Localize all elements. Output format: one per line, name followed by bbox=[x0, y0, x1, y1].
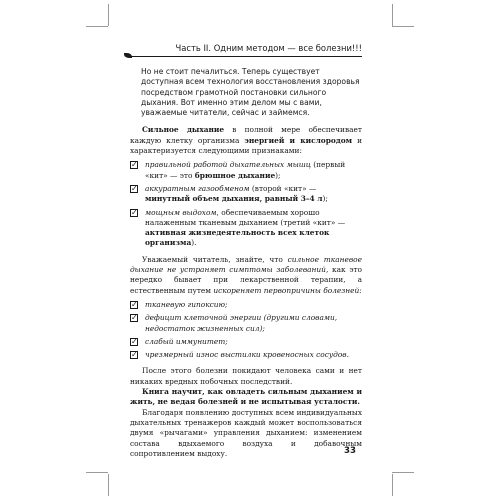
running-header bbox=[130, 43, 362, 63]
page-body bbox=[130, 67, 362, 459]
crop-mark bbox=[108, 4, 109, 26]
checkbox-checked-icon: ✓ bbox=[131, 350, 138, 360]
checkbox-checked-icon: ✓ bbox=[131, 313, 138, 323]
signs-list bbox=[130, 160, 362, 248]
paragraph-book-teaches: Книга научит, как овладеть сильным дыханием и жить, не ведая болезней и не испытывая усталости. bbox=[130, 387, 362, 407]
paragraph-strong-breathing: Сильное дыхание в полной мере обеспечивает каждую клетку организма энергией и кислородом и характеризуется следующими признаками: bbox=[130, 125, 363, 156]
list-item: ✓ правильной работой дыхательных мышц (первый «кит» — это брюшное дыхание); bbox=[131, 160, 346, 180]
checkbox-checked-icon: ✓ bbox=[131, 160, 138, 170]
list-item: ✓ тканевую гипоксию; bbox=[131, 299, 228, 309]
list-item: ✓ дефицит клеточной энергии (другими словами, недостаток жизненных сил); bbox=[131, 313, 338, 333]
crop-mark bbox=[392, 472, 414, 473]
checkbox-checked-icon: ✓ bbox=[131, 299, 138, 309]
checkbox-checked-icon: ✓ bbox=[131, 207, 138, 217]
paragraph-after-illness: После этого болезни покидают человека сами и нет никаких вредных побочных последствий. bbox=[130, 366, 362, 386]
crop-mark bbox=[86, 26, 108, 27]
causes-list bbox=[130, 300, 362, 360]
intro-paragraph: Но не стоит печалиться. Теперь существует доступная всем технология восстановления здоровья посредством грамотной постановки сильного дыхания. Вот именно этим делом мы с вами, уважаемые читатели, сейчас и займемся. bbox=[141, 67, 360, 118]
header-title: Часть II. Одним методом — все болезни!!! bbox=[175, 43, 362, 53]
list-item: ✓ чрезмерный износ выстилки кровеносных сосудов. bbox=[131, 350, 349, 360]
crop-mark bbox=[86, 472, 108, 473]
term-strong-breathing: Сильное дыхание bbox=[142, 125, 225, 135]
checkbox-checked-icon: ✓ bbox=[131, 336, 138, 346]
crop-mark bbox=[392, 4, 393, 26]
paragraph-trainers: Благодаря появлению доступных всем индивидуальных дыхательных тренажеров каждый может воспользоваться двумя «рычагами» управления дыханием: изменением состава вдыхаемого воздуха и добавочным сопротивлением выдоху. bbox=[130, 407, 362, 458]
paragraph-reader: Уважаемый читатель, знайте, что сильное тканевое дыхание не устраняет симптомы заболеваний, как это нередко бывает при лекарственной терапии, а естественным путем искореняет первопричины болезней: bbox=[130, 254, 362, 295]
header-rule bbox=[130, 56, 362, 57]
checkbox-checked-icon: ✓ bbox=[131, 183, 138, 193]
list-item: ✓ мощным выдохом, обеспечиваемым хорошо налаженным тканевым дыханием (третий «кит» — активная жизнедеятельность всех клеток организма). bbox=[131, 207, 346, 248]
page-number: 33 bbox=[344, 446, 356, 456]
crop-mark bbox=[108, 474, 109, 496]
crop-mark bbox=[392, 474, 393, 496]
list-item: ✓ аккуратным газообменом (второй «кит» — минутный объем дыхания, равный 3–4 л); bbox=[131, 183, 328, 204]
crop-mark bbox=[392, 26, 414, 27]
list-item: ✓ слабый иммунитет; bbox=[131, 336, 228, 346]
